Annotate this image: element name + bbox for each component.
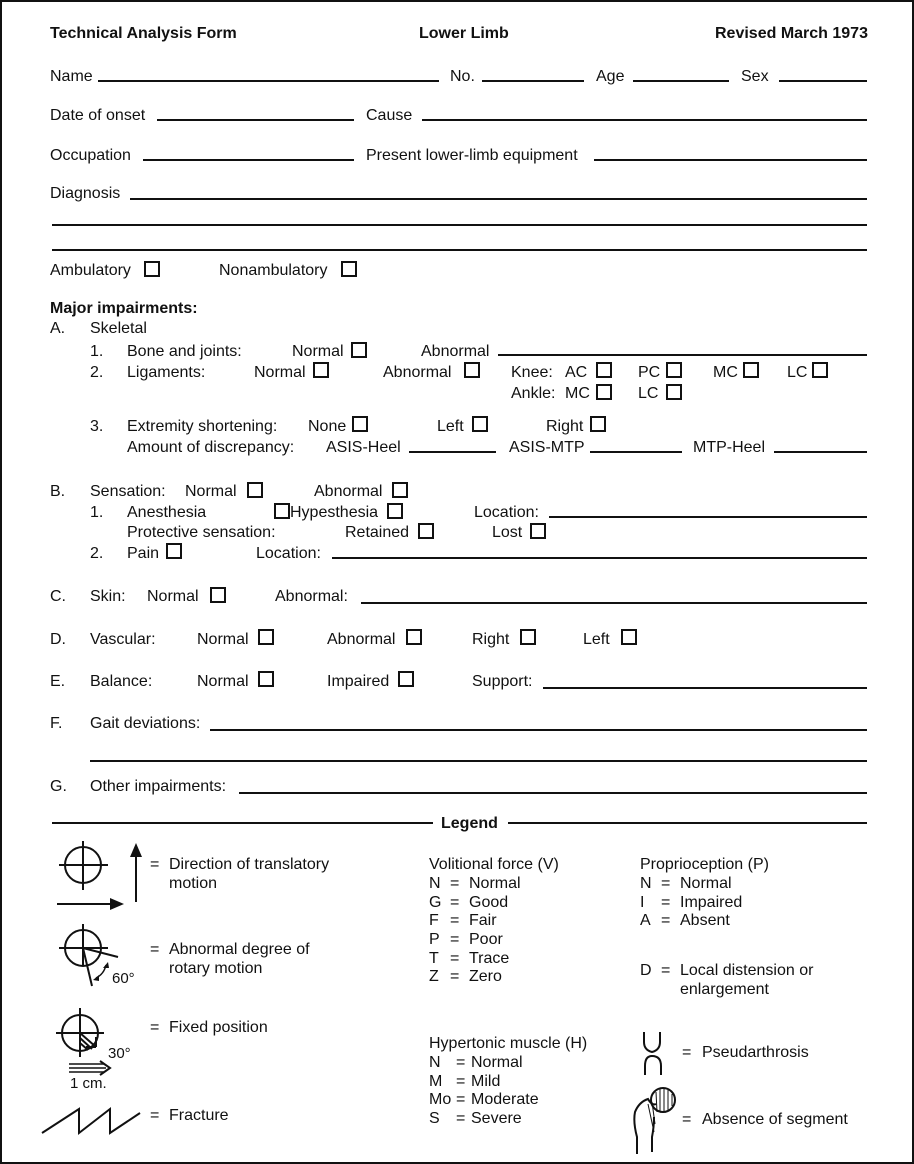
sex-input[interactable] bbox=[781, 62, 869, 82]
hypertonic-label: Mild bbox=[471, 1073, 501, 1090]
volitional-label: Trace bbox=[469, 950, 510, 967]
volitional-eq: = bbox=[450, 950, 460, 967]
volitional-eq: = bbox=[450, 931, 460, 948]
volitional-code: F bbox=[429, 912, 439, 929]
ankle-mc-label: MC bbox=[565, 385, 590, 402]
no-label: No. bbox=[450, 68, 475, 85]
volitional-eq: = bbox=[450, 912, 460, 929]
ankle-lc-checkbox[interactable] bbox=[666, 384, 682, 400]
form-subtitle: Lower Limb bbox=[419, 25, 509, 42]
sensation-abnormal-label: Abnormal bbox=[314, 483, 383, 500]
shortening-right-label: Right bbox=[546, 418, 584, 435]
legend-eq-4: = bbox=[150, 1107, 160, 1124]
volitional-label: Fair bbox=[469, 912, 497, 929]
absence-of-segment-icon bbox=[630, 1082, 680, 1157]
hypertonic-label: Moderate bbox=[471, 1091, 539, 1108]
proprioception-eq: = bbox=[661, 875, 671, 892]
shortening-none-checkbox[interactable] bbox=[352, 416, 368, 432]
vascular-label: Vascular: bbox=[90, 631, 156, 648]
gait-deviations-label: Gait deviations: bbox=[90, 715, 201, 732]
protective-sensation-label: Protective sensation: bbox=[127, 524, 276, 541]
knee-lc-label: LC bbox=[787, 364, 808, 381]
retained-label: Retained bbox=[345, 524, 410, 541]
bone-normal-label: Normal bbox=[292, 343, 344, 360]
revision-date: Revised March 1973 bbox=[715, 25, 868, 42]
asis-mtp-label: ASIS-MTP bbox=[509, 439, 585, 456]
balance-label: Balance: bbox=[90, 673, 153, 690]
knee-ac-checkbox[interactable] bbox=[596, 362, 612, 378]
fixed-position-text: Fixed position bbox=[169, 1019, 268, 1036]
translatory-motion-icon bbox=[52, 838, 152, 913]
sensation-location-input[interactable] bbox=[551, 498, 869, 518]
section-f-letter: F. bbox=[50, 715, 63, 732]
a3-number: 3. bbox=[90, 418, 104, 435]
section-b-letter: B. bbox=[50, 483, 66, 500]
equipment-label: Present lower-limb equipment bbox=[366, 147, 578, 164]
rotary-angle: 60° bbox=[112, 970, 135, 987]
vascular-right-checkbox[interactable] bbox=[520, 629, 536, 645]
hypertonic-eq: = bbox=[456, 1073, 466, 1090]
a1-number: 1. bbox=[90, 343, 104, 360]
major-impairments-heading: Major impairments: bbox=[50, 300, 198, 317]
vascular-left-label: Left bbox=[583, 631, 610, 648]
pain-label: Pain bbox=[127, 545, 160, 562]
retained-checkbox[interactable] bbox=[418, 523, 434, 539]
ligaments-abnormal-label: Abnormal bbox=[383, 364, 452, 381]
cause-label: Cause bbox=[366, 107, 413, 124]
pain-checkbox[interactable] bbox=[166, 543, 182, 559]
asis-heel-label: ASIS-Heel bbox=[326, 439, 401, 456]
a2-number: 2. bbox=[90, 364, 104, 381]
sensation-location-label: Location: bbox=[474, 504, 539, 521]
balance-normal-checkbox[interactable] bbox=[258, 671, 274, 687]
asis-mtp-input[interactable] bbox=[592, 433, 684, 453]
hypertonic-eq: = bbox=[456, 1110, 466, 1127]
fracture-icon bbox=[40, 1100, 140, 1140]
volitional-label: Zero bbox=[469, 968, 502, 985]
section-g-letter: G. bbox=[50, 778, 67, 795]
nonambulatory-checkbox[interactable] bbox=[341, 261, 357, 277]
distension-code: D bbox=[640, 962, 652, 979]
hypertonic-title: Hypertonic muscle (H) bbox=[429, 1035, 588, 1052]
proprioception-title: Proprioception (P) bbox=[640, 856, 769, 873]
name-input[interactable] bbox=[100, 62, 440, 82]
bone-abnormal-label: Abnormal bbox=[421, 343, 490, 360]
hypertonic-code: N bbox=[429, 1054, 441, 1071]
volitional-label: Normal bbox=[469, 875, 521, 892]
skin-normal-label: Normal bbox=[147, 588, 199, 605]
hypertonic-label: Normal bbox=[471, 1054, 523, 1071]
hypesthesia-label: Hypesthesia bbox=[290, 504, 379, 521]
translatory-text-2: motion bbox=[169, 875, 218, 892]
support-input[interactable] bbox=[545, 669, 869, 689]
pain-location-input[interactable] bbox=[334, 539, 869, 559]
fixed-position-icon bbox=[52, 1000, 152, 1080]
proprioception-eq: = bbox=[661, 894, 671, 911]
other-impairments-input[interactable] bbox=[241, 774, 869, 794]
volitional-eq: = bbox=[450, 968, 460, 985]
legend-eq-1: = bbox=[150, 856, 160, 873]
vascular-right-label: Right bbox=[472, 631, 510, 648]
no-input[interactable] bbox=[484, 62, 586, 82]
vascular-left-checkbox[interactable] bbox=[621, 629, 637, 645]
name-label: Name bbox=[50, 68, 93, 85]
other-impairments-label: Other impairments: bbox=[90, 778, 227, 795]
legend-eq-3: = bbox=[150, 1019, 160, 1036]
absence-eq: = bbox=[682, 1111, 692, 1128]
volitional-code: P bbox=[429, 931, 440, 948]
hypesthesia-checkbox[interactable] bbox=[387, 503, 403, 519]
knee-pc-label: PC bbox=[638, 364, 661, 381]
vascular-abnormal-label: Abnormal bbox=[327, 631, 396, 648]
gait-input-2[interactable] bbox=[92, 742, 869, 762]
mtp-heel-input[interactable] bbox=[776, 433, 869, 453]
proprioception-label: Normal bbox=[680, 875, 732, 892]
diagnosis-input-3[interactable] bbox=[54, 231, 869, 251]
hypertonic-code: Mo bbox=[429, 1091, 452, 1108]
proprioception-code: A bbox=[640, 912, 651, 929]
volitional-code: Z bbox=[429, 968, 439, 985]
age-input[interactable] bbox=[635, 62, 731, 82]
distension-text-1: Local distension or bbox=[680, 962, 814, 979]
bone-normal-checkbox[interactable] bbox=[351, 342, 367, 358]
lost-label: Lost bbox=[492, 524, 523, 541]
volitional-code: T bbox=[429, 950, 439, 967]
extremity-shortening-label: Extremity shortening: bbox=[127, 418, 278, 435]
proprioception-code: I bbox=[640, 894, 645, 911]
support-label: Support: bbox=[472, 673, 533, 690]
balance-impaired-checkbox[interactable] bbox=[398, 671, 414, 687]
distension-eq: = bbox=[661, 962, 671, 979]
diagnosis-input-2[interactable] bbox=[54, 206, 869, 226]
fixed-scale: 1 cm. bbox=[70, 1075, 107, 1092]
ankle-mc-checkbox[interactable] bbox=[596, 384, 612, 400]
proprioception-eq: = bbox=[661, 912, 671, 929]
sex-label: Sex bbox=[741, 68, 769, 85]
skin-abnormal-label: Abnormal: bbox=[275, 588, 348, 605]
mtp-heel-label: MTP-Heel bbox=[693, 439, 766, 456]
section-d-letter: D. bbox=[50, 631, 66, 648]
hypertonic-code: M bbox=[429, 1073, 443, 1090]
volitional-eq: = bbox=[450, 894, 460, 911]
skin-normal-checkbox[interactable] bbox=[210, 587, 226, 603]
balance-impaired-label: Impaired bbox=[327, 673, 390, 690]
cause-input[interactable] bbox=[424, 101, 869, 121]
discrepancy-label: Amount of discrepancy: bbox=[127, 439, 295, 456]
legend-eq-2: = bbox=[150, 941, 160, 958]
proprioception-label: Impaired bbox=[680, 894, 743, 911]
bone-joints-label: Bone and joints: bbox=[127, 343, 242, 360]
rotary-motion-icon bbox=[52, 920, 152, 995]
ligaments-label: Ligaments: bbox=[127, 364, 206, 381]
fixed-angle: 30° bbox=[108, 1045, 131, 1062]
lost-checkbox[interactable] bbox=[530, 523, 546, 539]
shortening-right-checkbox[interactable] bbox=[590, 416, 606, 432]
skin-abnormal-input[interactable] bbox=[363, 584, 869, 604]
absence-text: Absence of segment bbox=[702, 1111, 848, 1128]
knee-pc-checkbox[interactable] bbox=[666, 362, 682, 378]
section-e-letter: E. bbox=[50, 673, 66, 690]
sensation-abnormal-checkbox[interactable] bbox=[392, 482, 408, 498]
equipment-input[interactable] bbox=[596, 141, 869, 161]
knee-ac-label: AC bbox=[565, 364, 588, 381]
volitional-code: N bbox=[429, 875, 441, 892]
pseudarthrosis-text: Pseudarthrosis bbox=[702, 1044, 809, 1061]
sensation-normal-checkbox[interactable] bbox=[247, 482, 263, 498]
shortening-left-checkbox[interactable] bbox=[472, 416, 488, 432]
section-a-label: Skeletal bbox=[90, 320, 147, 337]
ligaments-normal-label: Normal bbox=[254, 364, 306, 381]
volitional-title: Volitional force (V) bbox=[429, 856, 559, 873]
ankle-lc-label: LC bbox=[638, 385, 659, 402]
vascular-normal-label: Normal bbox=[197, 631, 249, 648]
pain-location-label: Location: bbox=[256, 545, 321, 562]
hypertonic-label: Severe bbox=[471, 1110, 522, 1127]
translatory-text-1: Direction of translatory bbox=[169, 856, 330, 873]
rotary-text-2: rotary motion bbox=[169, 960, 263, 977]
sensation-label: Sensation: bbox=[90, 483, 166, 500]
section-a-letter: A. bbox=[50, 320, 66, 337]
occupation-label: Occupation bbox=[50, 147, 131, 164]
b2-number: 2. bbox=[90, 545, 104, 562]
proprioception-label: Absent bbox=[680, 912, 730, 929]
ambulatory-checkbox[interactable] bbox=[144, 261, 160, 277]
legend-title: Legend bbox=[441, 815, 498, 832]
diagnosis-label: Diagnosis bbox=[50, 185, 121, 202]
ligaments-abnormal-checkbox[interactable] bbox=[464, 362, 480, 378]
date-of-onset-label: Date of onset bbox=[50, 107, 146, 124]
hypertonic-eq: = bbox=[456, 1054, 466, 1071]
ligaments-normal-checkbox[interactable] bbox=[313, 362, 329, 378]
asis-heel-input[interactable] bbox=[411, 433, 498, 453]
hypertonic-eq: = bbox=[456, 1091, 466, 1108]
anesthesia-checkbox[interactable] bbox=[274, 503, 290, 519]
volitional-label: Good bbox=[469, 894, 509, 911]
shortening-none-label: None bbox=[308, 418, 347, 435]
shortening-left-label: Left bbox=[437, 418, 464, 435]
knee-mc-label: MC bbox=[713, 364, 738, 381]
date-of-onset-input[interactable] bbox=[159, 101, 356, 121]
legend-rule-right bbox=[508, 822, 867, 824]
rotary-text-1: Abnormal degree of bbox=[169, 941, 310, 958]
skin-label: Skin: bbox=[90, 588, 126, 605]
knee-label: Knee: bbox=[511, 364, 553, 381]
hypertonic-code: S bbox=[429, 1110, 440, 1127]
pseudarthrosis-icon bbox=[640, 1030, 670, 1080]
volitional-label: Poor bbox=[469, 931, 503, 948]
ankle-label: Ankle: bbox=[511, 385, 556, 402]
form-title: Technical Analysis Form bbox=[50, 25, 237, 42]
age-label: Age bbox=[596, 68, 625, 85]
legend-rule-left bbox=[52, 822, 433, 824]
occupation-input[interactable] bbox=[145, 141, 356, 161]
proprioception-code: N bbox=[640, 875, 652, 892]
pseudarthrosis-eq: = bbox=[682, 1044, 692, 1061]
sensation-normal-label: Normal bbox=[185, 483, 237, 500]
gait-input-1[interactable] bbox=[212, 711, 869, 731]
vascular-abnormal-checkbox[interactable] bbox=[406, 629, 422, 645]
bone-abnormal-input[interactable] bbox=[500, 336, 869, 356]
fracture-text: Fracture bbox=[169, 1107, 229, 1124]
distension-text-2: enlargement bbox=[680, 981, 769, 998]
volitional-code: G bbox=[429, 894, 442, 911]
knee-mc-checkbox[interactable] bbox=[743, 362, 759, 378]
balance-normal-label: Normal bbox=[197, 673, 249, 690]
volitional-eq: = bbox=[450, 875, 460, 892]
anesthesia-label: Anesthesia bbox=[127, 504, 207, 521]
b1-number: 1. bbox=[90, 504, 104, 521]
nonambulatory-label: Nonambulatory bbox=[219, 262, 328, 279]
knee-lc-checkbox[interactable] bbox=[812, 362, 828, 378]
section-c-letter: C. bbox=[50, 588, 66, 605]
diagnosis-input-1[interactable] bbox=[132, 180, 869, 200]
vascular-normal-checkbox[interactable] bbox=[258, 629, 274, 645]
ambulatory-label: Ambulatory bbox=[50, 262, 131, 279]
